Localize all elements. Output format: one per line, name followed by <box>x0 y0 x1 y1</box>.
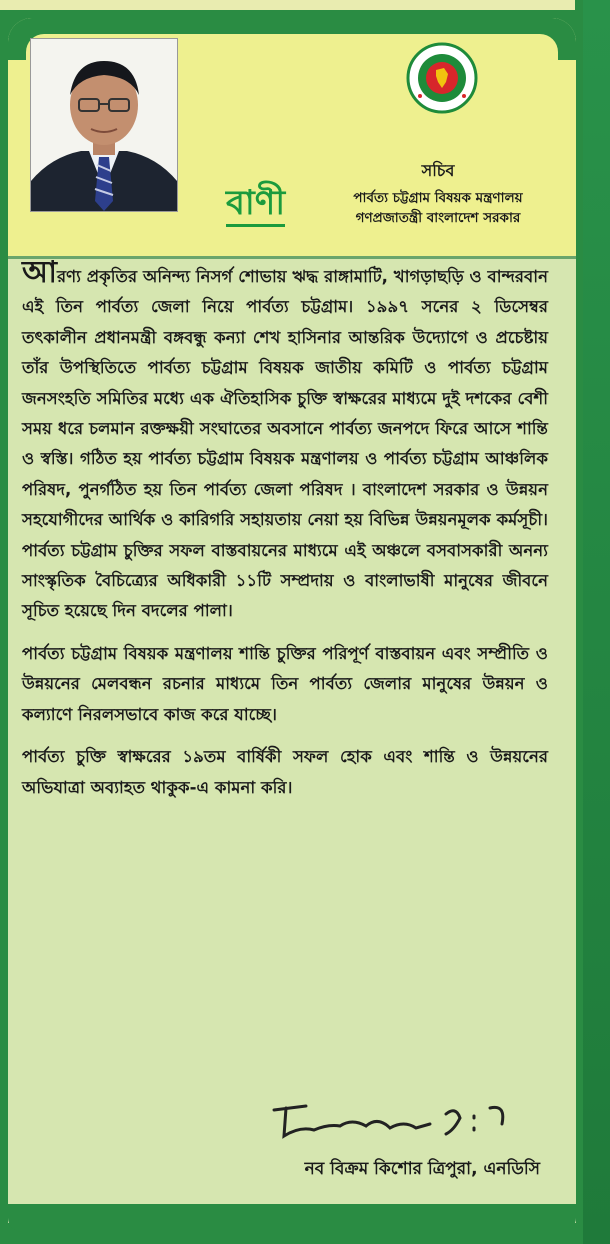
ministry-name: পার্বত্য চট্টগ্রাম বিষয়ক মন্ত্রণালয় <box>353 190 523 206</box>
signer-name: নব বিক্রম কিশোর ত্রিপুরা, এনডিসি <box>304 1159 540 1179</box>
designation-title: সচিব <box>421 161 455 180</box>
top-strip <box>0 0 575 10</box>
paragraph-3: পার্বত্য চুক্তি স্বাক্ষরের ১৯তম বার্ষিকী সফল হোক এবং শান্তি ও উন্নয়নের অভিযাত্রা অব্যাহত থাকুক-এ কামনা করি। <box>22 747 548 797</box>
paragraph-2: পার্বত্য চট্টগ্রাম বিষয়ক মন্ত্রণালয় শান্তি চুক্তির পরিপূর্ণ বাস্তবায়ন এবং সম্প্রীতি ও উন্নয়নের মেলবন্ধন রচনার মাধ্যমে তিন পার্বত্য জেলার মানুষের উন্নয়ন ও কল্যাণে নিরলসভাবে কাজ করে যাচ্ছে। <box>22 643 548 724</box>
message-body <box>22 255 548 815</box>
heading-bani: বাণী <box>226 186 285 227</box>
government-name: গণপ্রজাতন্ত্রী বাংলাদেশ সরকার <box>355 210 521 226</box>
handwritten-signature <box>270 1096 530 1144</box>
secretary-photo <box>30 38 178 212</box>
right-green-bar <box>583 0 610 1244</box>
portrait-image <box>31 39 177 211</box>
drop-cap: আ <box>22 255 57 290</box>
card-header <box>8 18 576 256</box>
designation-block <box>318 158 558 228</box>
government-seal-icon <box>406 42 478 114</box>
paragraph-1-text: রণ্য প্রকৃতির অনিন্দ্য নিসর্গ শোভায় ঋদ্ধ রাঙ্গামাটি, খাগড়াছড়ি ও বান্দরবান এই তিন পার্বত্য জেলা নিয়ে পার্বত্য চট্টগ্রাম। ১৯৯৭ সনের ২ ডিসেম্বর তৎকালীন প্রধানমন্ত্রী বঙ্গবন্ধু কন্যা শেখ হাসিনার আন্তরিক উদ্যোগে ও প্রচেষ্টায় তাঁর উপস্থিতিতে পার্বত্য চট্টগ্রাম বিষয়ক জাতীয় কমিটি ও পার্বত্য চট্টগ্রাম জনসংহতি সমিতির মধ্যে এক ঐতিহাসিক চুক্তি স্বাক্ষরের মাধ্যমে দুই দশকের বেশী সময় ধরে চলমান রক্তক্ষয়ী সংঘাতের অবসানে পার্বত্য জনপদে ফিরে আসে শান্তি ও স্বস্তি। গঠিত হয় পার্বত্য চট্টগ্রাম বিষয়ক মন্ত্রণালয় ও পার্বত্য চট্টগ্রাম আঞ্চলিক পরিষদ, পুনর্গঠিত হয় তিন পার্বত্য জেলা পরিষদ । বাংলাদেশ সরকার ও উন্নয়ন সহযোগীদের আর্থিক ও কারিগরি সহায়তায় নেয়া হয় বিভিন্ন উন্নয়নমূলক কর্মসূচী। পার্বত্য চট্টগ্রাম চুক্তির সফল বাস্তবায়নের মাধ্যমে এই অঞ্চলে বসবাসকারী অনন্য সাংস্কৃতিক বৈচিত্র্যের অধিকারী ১১টি সম্প্রদায় ও বাংলাভাষী মানুষের জীবনে সূচিত হয়েছে দিন বদলের পালা। <box>22 267 548 621</box>
bottom-green-bar <box>8 1204 576 1232</box>
paragraph-1 <box>22 255 548 627</box>
